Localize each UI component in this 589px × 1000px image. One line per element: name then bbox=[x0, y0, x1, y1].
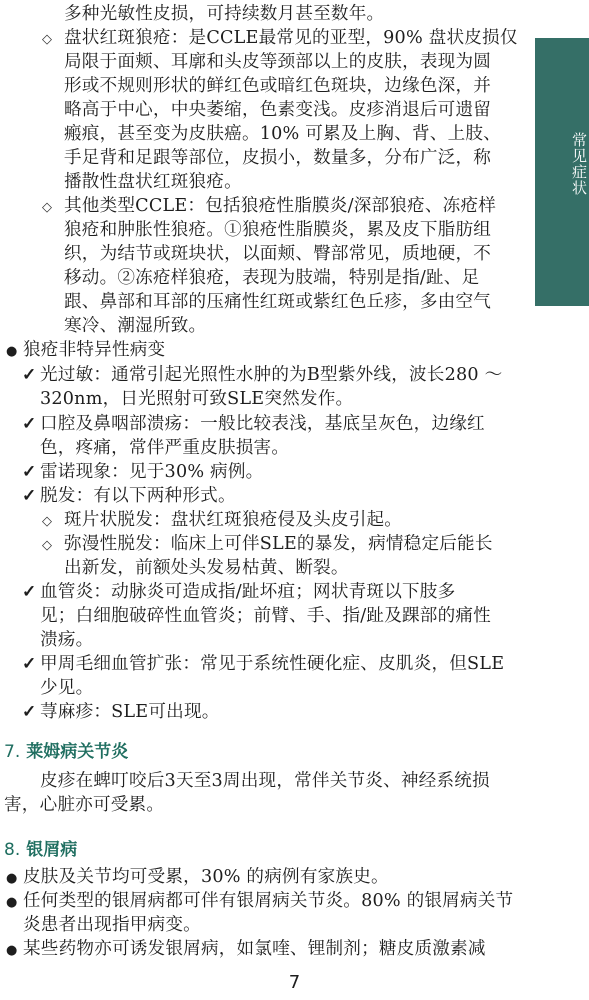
text-line: 跟、鼻部和耳部的压痛性红斑或紫红色丘疹，多由空气 bbox=[64, 292, 492, 312]
checkmark-icon: ✓ bbox=[22, 582, 37, 602]
round-bullet-icon: ● bbox=[6, 344, 18, 359]
section-heading bbox=[4, 838, 77, 862]
text-line: 溃疡。 bbox=[40, 630, 94, 650]
text-line: 光过敏：通常引起光照性水肿的为B型紫外线，波长280 ～ bbox=[40, 365, 503, 385]
diamond-bullet-icon: ◇ bbox=[42, 514, 52, 529]
section-number: 7. bbox=[4, 742, 21, 762]
text-line: 其他类型CCLE：包括狼疮性脂膜炎/深部狼疮、冻疮样 bbox=[64, 196, 497, 216]
text-line: 脱发：有以下两种形式。 bbox=[40, 486, 236, 506]
round-bullet-icon: ● bbox=[6, 895, 18, 910]
text-line: 略高于中心，中央萎缩，色素变浅。皮疹消退后可遗留 bbox=[64, 100, 492, 120]
section-title: 莱姆病关节炎 bbox=[26, 742, 129, 762]
text-line: 寒冷、潮湿所致。 bbox=[64, 316, 207, 336]
text-line: 320nm，日光照射可致SLE突然发作。 bbox=[40, 389, 354, 409]
round-bullet-icon: ● bbox=[6, 943, 18, 958]
text-line: 形或不规则形状的鲜红色或暗红色斑块，边缘色深，并 bbox=[64, 76, 492, 96]
text-line: 口腔及鼻咽部溃疡：一般比较表浅，基底呈灰色，边缘红 bbox=[40, 414, 485, 434]
section-title: 银屑病 bbox=[26, 840, 78, 860]
section-number: 8. bbox=[4, 840, 21, 860]
diamond-bullet-icon: ◇ bbox=[42, 200, 52, 215]
text-line: 瘢痕，甚至变为皮肤癌。10% 可累及上胸、背、上肢、 bbox=[64, 124, 501, 144]
checkmark-icon: ✓ bbox=[22, 462, 37, 482]
text-line: 出新发，前额处头发易枯黄、断裂。 bbox=[64, 558, 349, 578]
round-bullet-icon: ● bbox=[6, 871, 18, 886]
text-line: 见；白细胞破碎性血管炎；前臂、手、指/趾及踝部的痛性 bbox=[40, 606, 491, 626]
text-line: 甲周毛细血管扩张：常见于系统性硬化症、皮肌炎，但SLE bbox=[40, 654, 505, 674]
text-line: 皮肤及关节均可受累，30% 的病例有家族史。 bbox=[23, 867, 389, 887]
nonspecific-title: 狼疮非特异性病变 bbox=[23, 340, 166, 360]
side-tab-label: 常见症状 bbox=[570, 132, 588, 196]
checkmark-icon: ✓ bbox=[22, 702, 37, 722]
text-line: 狼疮和肿胀性狼疮。①狼疮性脂膜炎，累及皮下脂肪组 bbox=[64, 220, 492, 240]
diamond-bullet-icon: ◇ bbox=[42, 538, 52, 553]
intro-text: 多种光敏性皮损，可持续数月甚至数年。 bbox=[64, 4, 385, 24]
text-line: 炎患者出现指甲病变。 bbox=[23, 915, 201, 935]
text-line: 害，心脏亦可受累。 bbox=[4, 795, 165, 815]
text-line: 斑片状脱发：盘状红斑狼疮侵及头皮引起。 bbox=[64, 510, 403, 530]
diamond-bullet-icon: ◇ bbox=[42, 32, 52, 47]
checkmark-icon: ✓ bbox=[22, 654, 37, 674]
text-line: 少见。 bbox=[40, 678, 94, 698]
text-line: 雷诺现象：见于30% 病例。 bbox=[40, 462, 264, 482]
page-number: 7 bbox=[288, 972, 301, 993]
text-line: 播散性盘状红斑狼疮。 bbox=[64, 172, 242, 192]
checkmark-icon: ✓ bbox=[22, 365, 37, 385]
section-heading bbox=[4, 740, 128, 764]
text-line: 盘状红斑狼疮：是CCLE最常见的亚型，90% 盘状皮损仅 bbox=[64, 28, 518, 48]
text-line: 皮疹在蜱叮咬后3天至3周出现，常伴关节炎、神经系统损 bbox=[40, 771, 490, 791]
checkmark-icon: ✓ bbox=[22, 486, 37, 506]
text-line: 移动。②冻疮样狼疮，表现为肢端，特别是指/趾、足 bbox=[64, 268, 480, 288]
text-line: 手足背和足跟等部位，皮损小，数量多，分布广泛，称 bbox=[64, 148, 492, 168]
text-line: 色，疼痛，常伴严重皮肤损害。 bbox=[40, 438, 290, 458]
text-line: 血管炎：动脉炎可造成指/趾坏疽；网状青斑以下肢多 bbox=[40, 582, 456, 602]
text-line: 荨麻疹：SLE可出现。 bbox=[40, 702, 220, 722]
text-line: 任何类型的银屑病都可伴有银屑病关节炎。80% 的银屑病关节 bbox=[23, 891, 514, 911]
text-line: 弥漫性脱发：临床上可伴SLE的暴发，病情稳定后能长 bbox=[64, 534, 493, 554]
text-line: 某些药物亦可诱发银屑病，如氯喹、锂制剂；糖皮质激素减 bbox=[23, 939, 486, 959]
side-chapter-tab[interactable] bbox=[535, 38, 589, 306]
text-line: 织，为结节或斑块状，以面颊、臀部常见，质地硬，不 bbox=[64, 244, 492, 264]
checkmark-icon: ✓ bbox=[22, 414, 37, 434]
text-line: 局限于面颊、耳廓和头皮等颈部以上的皮肤，表现为圆 bbox=[64, 52, 492, 72]
